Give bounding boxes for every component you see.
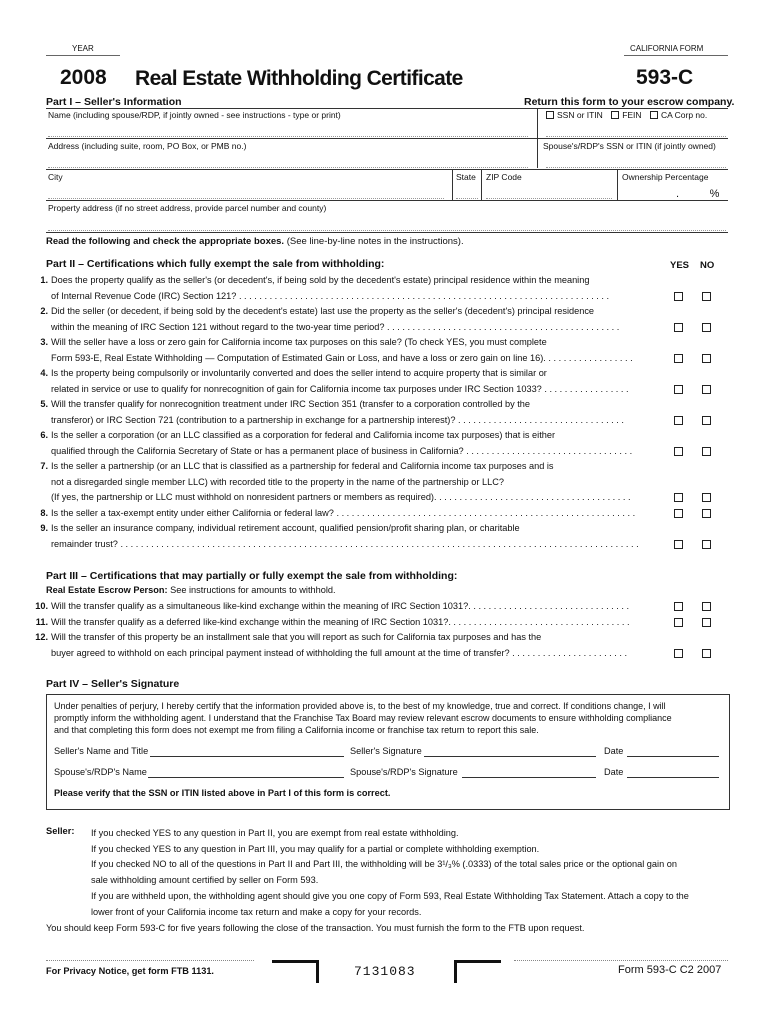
state-divider — [481, 169, 482, 200]
question-text: Will the transfer qualify as a simultaneous like-kind exchange within the meaning of IRC Section 1031?. . . . . . . . . . . . . . . . . . . . . . . . . . . . . . . . — [51, 601, 630, 611]
question-number: 8. — [40, 507, 48, 518]
part2-q8-yes-checkbox[interactable] — [674, 509, 683, 518]
question-line — [28, 490, 668, 506]
question-text: buyer agreed to withhold on each principal payment instead of withholding the full amount at the time of transfer? . . . . . . . . . . . . . . . . . . . . . . . — [51, 647, 628, 658]
part3-title: Part III — [46, 570, 79, 582]
rule-2 — [46, 169, 728, 170]
name-divider — [537, 108, 538, 138]
footer-rule-left — [46, 960, 254, 961]
seller-date-input[interactable] — [627, 756, 719, 757]
question-number: 1. — [40, 275, 48, 285]
question-line — [28, 599, 668, 615]
ssn-option-label: SSN or ITIN — [557, 110, 603, 120]
state-label: State — [456, 172, 476, 182]
part2-question-9 — [28, 521, 668, 552]
seller-note-4: sale withholding amount certified by seller on Form 593. — [91, 875, 319, 886]
question-line — [28, 475, 668, 491]
ca-corp-checkbox[interactable] — [650, 111, 658, 119]
question-text: of Internal Revenue Code (IRC) Section 121? . . . . . . . . . . . . . . . . . . . . . . . . . . . . . . . . . . . . . . . . . . . . . . . . . . . . . . . . . . . . . . . . . . . . . . . . . — [51, 290, 610, 301]
part2-questions — [28, 273, 668, 552]
city-label: City — [48, 172, 63, 182]
part2-q9-yes-checkbox[interactable] — [674, 540, 683, 549]
seller-date-label: Date — [604, 746, 624, 756]
part2-question-8 — [28, 506, 668, 522]
part2-q7-yes-checkbox[interactable] — [674, 493, 683, 502]
part3-q2-no-checkbox[interactable] — [702, 618, 711, 627]
part2-q6-yes-checkbox[interactable] — [674, 447, 683, 456]
perjury-line-2: promptly inform the withholding agent. I understand that the Franchise Tax Board may review relevant escrow documents to ensure withholding compliance — [54, 713, 672, 723]
question-line — [28, 413, 668, 429]
ownership-label: Ownership Percentage — [622, 172, 709, 182]
question-line — [28, 521, 668, 537]
seller-notes-label: Seller: — [46, 826, 75, 836]
california-form-label: CALIFORNIA FORM — [630, 44, 704, 53]
spouse-ssn-input[interactable] — [546, 165, 726, 168]
id-number-input[interactable] — [546, 134, 726, 137]
question-number: 11. — [35, 616, 48, 627]
part2-subtitle: Certifications which fully exempt the sale from withholding: — [86, 258, 385, 270]
scan-mark-right — [454, 960, 501, 983]
part4-heading: Part IV – Seller's Signature — [46, 678, 180, 690]
question-line — [28, 289, 668, 305]
spouse-signature-label: Spouse's/RDP's Signature — [350, 767, 458, 777]
address-divider — [537, 138, 538, 168]
part4-title: Part IV — [46, 678, 80, 690]
instruction-rest: (See line-by-line notes in the instructions). — [284, 236, 464, 247]
question-line — [28, 444, 668, 460]
part2-q8-no-checkbox[interactable] — [702, 509, 711, 518]
city-input[interactable] — [48, 196, 444, 199]
part2-q3-no-checkbox[interactable] — [702, 354, 711, 363]
question-number: 12. — [35, 632, 48, 642]
seller-signature-label: Seller's Signature — [350, 746, 422, 756]
perjury-line-1: Under penalties of perjury, I hereby certify that the information provided above is, to the best of my knowledge, true and correct. If conditions change, I will — [54, 701, 666, 711]
form-number: 593-C — [636, 66, 694, 89]
question-text: Will the seller have a loss or zero gain for California income tax purposes on this sale? (To check YES, you must complete — [51, 337, 547, 347]
part2-heading: Part II – Certifications which fully exempt the sale from withholding: — [46, 258, 385, 270]
part3-q1-no-checkbox[interactable] — [702, 602, 711, 611]
keep-note: You should keep Form 593-C for five years following the close of the transaction. You must furnish the form to the FTB upon request. — [46, 923, 585, 933]
part3-subtitle: Certifications that may partially or fully exempt the sale from withholding: — [89, 570, 458, 582]
part1-subtitle: Seller's Information — [83, 96, 182, 108]
question-text: remainder trust? . . . . . . . . . . . . . . . . . . . . . . . . . . . . . . . . . . . . . . . . . . . . . . . . . . . . . . . . . . . . . . . . . . . . . . . . . . . . . . . . . . . . . . . . . . . . . . . . . . . . . . — [51, 538, 639, 549]
part2-question-1 — [28, 273, 668, 304]
question-line — [28, 459, 668, 475]
question-line — [28, 630, 668, 646]
name-label: Name (including spouse/RDP, if jointly owned - see instructions - type or print) — [48, 110, 341, 120]
part2-q4-no-checkbox[interactable] — [702, 385, 711, 394]
question-text: Will the transfer qualify for nonrecognition treatment under IRC Section 351 (transfer to a corporation controlled by the — [51, 399, 531, 409]
question-line — [28, 506, 668, 522]
question-text: Is the property being compulsorily or involuntarily converted and does the seller intend to acquire property that is similar or — [51, 368, 547, 378]
question-line — [28, 351, 668, 367]
address-input[interactable] — [48, 165, 528, 168]
seller-note-5: If you are withheld upon, the withholding agent should give you one copy of Form 593, Real Estate Withholding Tax Statement. Attach a copy to the — [91, 890, 689, 901]
question-line — [28, 537, 668, 553]
seller-name-label: Seller's Name and Title — [54, 746, 149, 756]
spouse-name-input[interactable] — [148, 777, 344, 778]
form-year: 2008 — [60, 66, 107, 89]
part1-top-rule — [46, 108, 728, 109]
privacy-notice: For Privacy Notice, get form FTB 1131. — [46, 966, 214, 976]
part2-question-7 — [28, 459, 668, 506]
escrow-note — [46, 585, 336, 595]
part2-question-5 — [28, 397, 668, 428]
perjury-line-3: and that completing this form does not exempt me from filing a California income or franchise tax return to report this sale. — [54, 725, 539, 735]
part1-title: Part I — [46, 96, 73, 108]
rule-4 — [46, 232, 728, 233]
rule-3 — [46, 200, 728, 201]
question-text: within the meaning of IRC Section 121 without regard to the two-year time period? . . . . . . . . . . . . . . . . . . . . . . . . . . . . . . . . . . . . . . . . . . . . . . — [51, 321, 620, 332]
form-title: Real Estate Withholding Certificate — [135, 67, 463, 90]
id-options — [540, 110, 707, 120]
question-line — [28, 646, 668, 662]
question-line — [28, 320, 668, 336]
part2-q5-yes-checkbox[interactable] — [674, 416, 683, 425]
form-code: 7131083 — [354, 964, 416, 979]
question-line — [28, 397, 668, 413]
instruction-bold: Read the following and check the appropriate boxes. — [46, 236, 285, 247]
question-line — [28, 366, 668, 382]
question-number: 7. — [40, 461, 48, 471]
question-text: Is the seller a tax-exempt entity under either California or federal law? . . . . . . . . . . . . . . . . . . . . . . . . . . . . . . . . . . . . . . . . . . . . . . . . . . . . . . . . . . . — [51, 507, 636, 518]
question-text: transferor) or IRC Section 721 (contribution to a partnership in exchange for a partnership interest)? . . . . . . . . . . . . . . . . . . . . . . . . . . . . . . . . . — [51, 414, 624, 425]
question-number: 6. — [40, 430, 48, 440]
fein-checkbox[interactable] — [611, 111, 619, 119]
part3-questions — [28, 599, 668, 661]
question-line — [28, 304, 668, 320]
question-number: 3. — [40, 337, 48, 347]
seller-note-3: If you checked NO to all of the questions in Part II and Part III, the withholding will be 3¹/₃% (.0333) of the total sales price or the optional gain on — [91, 859, 677, 870]
yes-header: YES — [670, 260, 690, 271]
part2-q1-no-checkbox[interactable] — [702, 292, 711, 301]
part2-q4-yes-checkbox[interactable] — [674, 385, 683, 394]
part2-q6-no-checkbox[interactable] — [702, 447, 711, 456]
city-divider — [452, 169, 453, 200]
seller-notes — [91, 826, 689, 920]
question-number: 5. — [40, 399, 48, 409]
question-text: Is the seller a partnership (or an LLC that is classified as a partnership for federal and California income tax purposes and is — [51, 461, 554, 471]
part3-question-1 — [28, 599, 668, 615]
question-line — [28, 428, 668, 444]
ssn-checkbox[interactable] — [546, 111, 554, 119]
question-text: Form 593-E, Real Estate Withholding — Computation of Estimated Gain or Loss, and have a loss or zero gain on line 16). . . . . . . . . . . . . . . . . . — [51, 352, 633, 363]
part4-subtitle: Seller's Signature — [90, 678, 180, 690]
part3-q3-yes-checkbox[interactable] — [674, 649, 683, 658]
name-input[interactable] — [48, 134, 528, 137]
part3-heading: Part III – Certifications that may partially or fully exempt the sale from withholding: — [46, 570, 458, 582]
zip-input[interactable] — [486, 196, 612, 199]
question-text: Is the seller an insurance company, individual retirement account, qualified pension/profit sharing plan, or charitable — [51, 523, 520, 533]
question-line — [28, 382, 668, 398]
seller-note-1: If you checked YES to any question in Part II, you are exempt from real estate withholding. — [91, 828, 459, 838]
spouse-signature-input[interactable] — [462, 777, 596, 778]
ownership-percentage-input[interactable]: . % — [676, 188, 720, 200]
question-number: 9. — [40, 523, 48, 533]
seller-note-6: lower front of your California income tax return and make a copy for your records. — [91, 906, 422, 917]
spouse-date-input[interactable] — [627, 777, 719, 778]
property-address-input[interactable] — [48, 228, 726, 231]
question-text: (If yes, the partnership or LLC must withhold on nonresident partners or members as required). . . . . . . . . . . . . . . . . . . . . . . . . . . . . . . . . . . . . . . — [51, 492, 631, 502]
spouse-ssn-label: Spouse's/RDP's SSN or ITIN (if jointly owned) — [543, 141, 716, 151]
seller-name-input[interactable] — [150, 756, 344, 757]
property-address-label: Property address (if no street address, provide parcel number and county) — [48, 203, 327, 213]
part2-question-4 — [28, 366, 668, 397]
escrow-rest: See instructions for amounts to withhold. — [167, 585, 336, 595]
no-header: NO — [700, 260, 715, 271]
part3-q1-yes-checkbox[interactable] — [674, 602, 683, 611]
part2-q9-no-checkbox[interactable] — [702, 540, 711, 549]
part2-q3-yes-checkbox[interactable] — [674, 354, 683, 363]
part3-q2-yes-checkbox[interactable] — [674, 618, 683, 627]
question-number: 2. — [40, 306, 48, 316]
question-number: 4. — [40, 368, 48, 378]
seller-note-2: If you checked YES to any question in Part III, you may qualify for a partial or complete withholding exemption. — [91, 843, 540, 854]
part3-question-2 — [28, 615, 668, 631]
question-text: Did the seller (or decedent, if being sold by the decedent's estate) last use the property as the seller's (decedent's) principal residence — [51, 306, 595, 316]
spouse-date-label: Date — [604, 767, 624, 777]
part2-title: Part II — [46, 258, 76, 270]
year-underline — [46, 55, 120, 56]
form-underline — [624, 55, 728, 56]
spouse-name-label: Spouse's/RDP's Name — [54, 767, 147, 777]
part2-question-6 — [28, 428, 668, 459]
zip-divider — [617, 169, 618, 200]
question-text: qualified through the California Secretary of State or has a permanent place of business in California? . . . . . . . . . . . . . . . . . . . . . . . . . . . . . . . . . — [51, 445, 633, 456]
part2-question-3 — [28, 335, 668, 366]
part1-heading: Part I – Seller's Information — [46, 96, 182, 108]
question-text: not a disregarded single member LLC) with recorded title to the property in the name of the partnership or LLC? — [51, 476, 504, 487]
address-label: Address (including suite, room, PO Box, or PMB no.) — [48, 141, 247, 151]
footer-rule-right — [514, 960, 728, 961]
part2-question-2 — [28, 304, 668, 335]
question-number: 10. — [35, 601, 48, 611]
verify-note: Please verify that the SSN or ITIN listed above in Part I of this form is correct. — [54, 788, 391, 798]
question-line — [28, 273, 668, 289]
part2-q2-yes-checkbox[interactable] — [674, 323, 683, 332]
perjury-statement — [54, 700, 672, 736]
scan-mark-left — [272, 960, 319, 983]
question-text: Is the seller a corporation (or an LLC classified as a corporation for federal and California income tax purposes) that is either — [51, 430, 556, 440]
fein-option-label: FEIN — [622, 110, 642, 120]
seller-signature-input[interactable] — [424, 756, 596, 757]
rule-1 — [46, 138, 728, 139]
question-text: Will the transfer qualify as a deferred like-kind exchange within the meaning of IRC Section 1031?. . . . . . . . . . . . . . . . . . . . . . . . . . . . . . . . . . . . — [51, 616, 630, 627]
question-text: Does the property qualify as the seller's (or decedent's, if being sold by the decedent's estate) principal residence within the meaning — [51, 275, 590, 285]
part3-q3-no-checkbox[interactable] — [702, 649, 711, 658]
form-footer-id: Form 593-C C2 2007 — [618, 964, 722, 976]
part3-question-3 — [28, 630, 668, 661]
part2-q1-yes-checkbox[interactable] — [674, 292, 683, 301]
question-text: Will the transfer of this property be an installment sale that you will report as such for California tax purposes and has the — [51, 632, 542, 642]
question-text: related in service or use to qualify for nonrecognition of gain for California income tax purposes under IRC Section 1033? . . . . . . . . . . . . . . . . . — [51, 383, 629, 394]
part2-q5-no-checkbox[interactable] — [702, 416, 711, 425]
instruction-line — [46, 236, 464, 247]
question-line — [28, 615, 668, 631]
part2-q2-no-checkbox[interactable] — [702, 323, 711, 332]
question-line — [28, 335, 668, 351]
escrow-bold: Real Estate Escrow Person: — [46, 585, 168, 595]
part2-q7-no-checkbox[interactable] — [702, 493, 711, 502]
ca-corp-option-label: CA Corp no. — [660, 110, 708, 120]
year-label: YEAR — [72, 44, 94, 53]
return-note: Return this form to your escrow company. — [524, 96, 735, 108]
state-input[interactable] — [456, 196, 478, 199]
zip-label: ZIP Code — [486, 172, 522, 182]
